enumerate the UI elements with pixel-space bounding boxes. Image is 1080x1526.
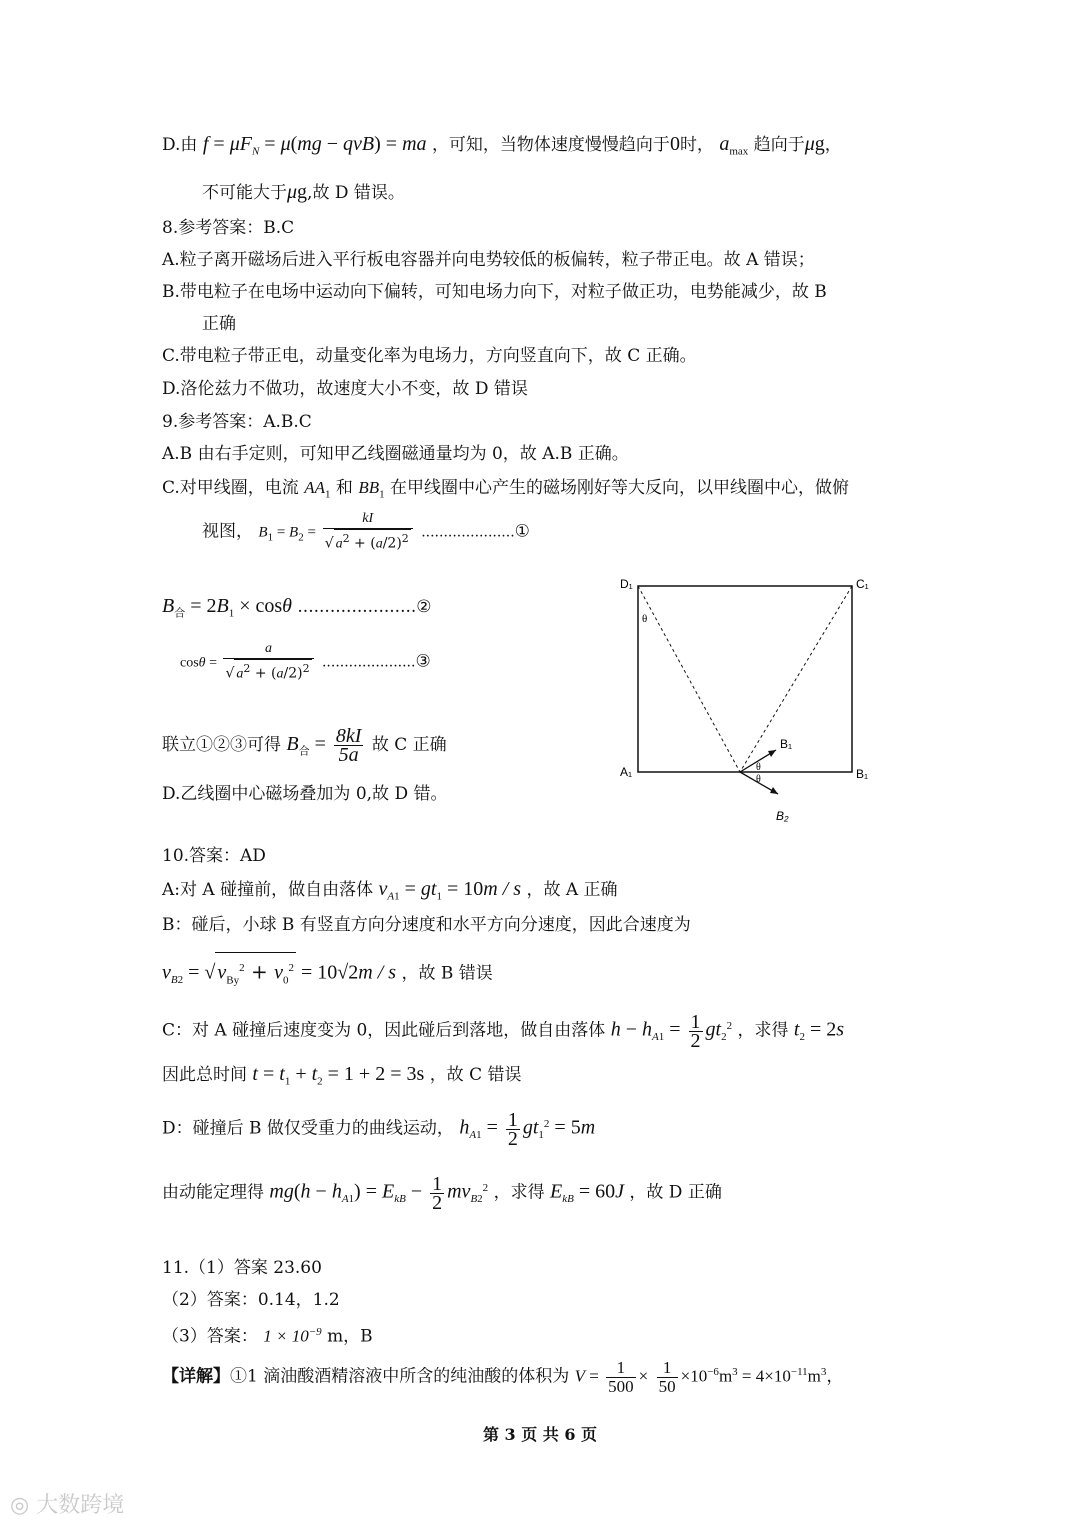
text: ,故 D 错误。 <box>307 183 405 203</box>
text: （3）答案： <box>162 1326 258 1347</box>
formula: f <box>202 133 209 155</box>
text: 时， <box>679 135 714 155</box>
dashed-line-right <box>740 586 852 772</box>
label-d1: D₁ <box>620 577 633 591</box>
text: ，故 B 错误 <box>401 963 493 984</box>
q11-3: （3）答案： $1 \times 10^{-9}$ m，B <box>162 1326 373 1347</box>
q10-d: D：碰撞后 B 做仅受重力的曲线运动， $h_{A1}$ = $\frac{1}{2}$ $gt_1^2 = 5m$ <box>162 1108 596 1150</box>
text: 和 <box>335 478 353 498</box>
label-b1-corner: B₁ <box>856 767 869 781</box>
text: ，求得 <box>737 1020 789 1041</box>
text: C.对甲线圈，电流 <box>162 478 299 498</box>
formula: μ <box>287 181 298 203</box>
q9-c2: 视图， $B_1 = B_2$ = $\frac{kI}{√ a^2 + (a/2)^2}$ .....................① <box>202 511 530 552</box>
formula-fraction: $\frac{1}{2}$ <box>507 1108 518 1150</box>
q8-c: C.带电粒子带正电，动量变化率为电场力，方向竖直向下，故 C 正确。 <box>162 346 697 366</box>
marker-2: ② <box>416 597 432 617</box>
coil-diagram <box>608 570 878 835</box>
label-theta-2: θ <box>756 774 761 785</box>
text: ， <box>824 135 842 155</box>
text: m，B <box>327 1326 373 1347</box>
page-footer: 第 3 页 共 6 页 <box>482 1425 598 1444</box>
text: ，故 A 正确 <box>526 880 618 900</box>
text: 在甲线圈中心产生的磁场刚好等大反向，以甲线圈中心，做俯 <box>390 478 849 498</box>
label-a1: A₁ <box>620 765 633 779</box>
q10-c: C：对 A 碰撞后速度变为 0，因此碰后到落地，做自由落体 $h - h_{A1}$ = $\frac{1}{2}$ $gt_2^2$ ，求得 $t_2 = 2s$ <box>162 1010 845 1052</box>
text: 不可能大于 <box>202 183 287 203</box>
q9-c1: C.对甲线圈，电流 $AA_1$ 和 $BB_1$ 在甲线圈中心产生的磁场刚好等大反向，以甲线圈中心，做俯 <box>162 478 849 501</box>
label-b2-vector: B₂ <box>776 809 789 823</box>
q11-1: 11.（1）答案 23.60 <box>162 1258 322 1278</box>
text: 视图， <box>202 521 253 542</box>
text: 趋向于 <box>753 135 805 155</box>
text: ①1 滴油酸酒精溶液中所含的纯油酸的体积为 <box>230 1366 570 1387</box>
text: 联立①②③可得 <box>162 735 281 755</box>
q10-title: 10.答案：AD <box>162 846 266 866</box>
q10-e: 由动能定理得 $mg(h - h_{A1}) = E_{kB}$ − $\frac{1}{2}$ $mv_{B2}^2$ ，求得 $E_{kB} = 60J$ ，故 D 正确 <box>162 1172 722 1214</box>
text: D.由 <box>162 135 198 155</box>
text: ，故 C 错误 <box>429 1065 522 1085</box>
label-theta-1: θ <box>756 762 761 773</box>
formula-fraction: $\frac{1}{2}$ <box>690 1010 701 1052</box>
q9-title: 9.参考答案：A.B.C <box>162 412 312 432</box>
label-theta-top: θ <box>642 613 648 625</box>
formula-fraction: $\frac{kI}{√ a^2 + (a/2)^2}$ <box>323 510 413 554</box>
q8-a: A.粒子离开磁场后进入平行板电容器并向电势较低的板偏转，粒子带正电。故 A 错误； <box>162 250 815 270</box>
text: 由动能定理得 <box>162 1182 264 1203</box>
q9-join: 联立①②③可得 $B_合$ = $\frac{8kI}{5a}$ 故 C 正确 <box>162 725 447 766</box>
formula-fraction: $\frac{a}{√ a^2 + (a/2)^2}$ <box>223 640 313 684</box>
q10-a: A:对 A 碰撞前，做自由落体 $v_{A1} = gt_1 = 10m / s$ ，故 A 正确 <box>162 878 618 903</box>
square-frame <box>638 586 852 772</box>
text: D：碰撞后 B 做仅受重力的曲线运动， <box>162 1118 454 1139</box>
q9-ab: A.B 由右手定则，可知甲乙线圈磁通量均为 0，故 A.B 正确。 <box>162 444 629 464</box>
q11-2: （2）答案：0.14，1.2 <box>162 1290 340 1310</box>
q11-detail: 【详解】①1 滴油酸酒精溶液中所含的纯油酸的体积为 V = $\frac{1}{500}$ × $\frac{1}{50}$ $\times 10^{-6}m^3 = 4\times 10^{-11}m^3$， <box>162 1357 844 1396</box>
formula: a <box>719 133 730 155</box>
label-c1: C₁ <box>856 577 869 591</box>
detail-tag: 【详解】 <box>162 1366 230 1387</box>
q9-d: D.乙线圈中心磁场叠加为 0,故 D 错。 <box>162 784 448 804</box>
text: A:对 A 碰撞前，做自由落体 <box>162 880 374 900</box>
formula-fraction: $\frac{1}{2}$ <box>432 1172 443 1214</box>
q7-d-line: D.由 $f = \mu F_N = \mu(mg - qvB)$ = ma ，可知，当物体速度慢慢趋向于0时， $a_{max}$ 趋向于μg， <box>162 133 842 158</box>
label-b1-vector: B₁ <box>780 737 793 751</box>
q8-d: D.洛伦兹力不做功，故速度大小不变，故 D 错误 <box>162 379 528 399</box>
q10-time: 因此总时间 $t = t_1 + t_2 = 1 + 2 = 3s$ ，故 C 错误 <box>162 1063 522 1088</box>
formula-fraction: $\frac{8kI}{5a}$ <box>335 725 362 766</box>
text: 因此总时间 <box>162 1065 247 1085</box>
text: 故 C 正确 <box>371 735 447 755</box>
q10-b2: $v_{B2}$ = √ $v_{By}^2 + v_0^2 = 10√2m / s$ ，故 B 错误 <box>162 952 493 996</box>
text: ，可知，当物体速度慢慢趋向于 <box>431 135 670 155</box>
text: C：对 A 碰撞后速度变为 0，因此碰后到落地，做自由落体 <box>162 1020 606 1041</box>
watermark <box>10 1488 124 1519</box>
watermark-text: 大数跨境 <box>36 1493 125 1518</box>
marker-1: ① <box>514 521 530 542</box>
text: ，故 D 正确 <box>629 1182 722 1203</box>
formula: 0 <box>669 133 680 155</box>
q8-b2: 正确 <box>202 314 236 334</box>
q8-title: 8.参考答案：B.C <box>162 218 295 238</box>
watermark-logo-icon: ◎ <box>10 1493 30 1518</box>
q10-b: B：碰后，小球 B 有竖直方向分速度和水平方向分速度，因此合速度为 <box>162 915 691 935</box>
formula-fraction: $\frac{1}{50}$ <box>658 1357 676 1396</box>
q9-eq3: cosθ = $\frac{a}{√ a^2 + (a/2)^2}$ .....................③ <box>180 641 431 682</box>
q9-eq2: $B_合 = 2B_1 \times \cos\theta$ ......................② <box>162 595 432 620</box>
q8-b1: B.带电粒子在电场中运动向下偏转，可知电场力向下，对粒子做正功，电势能减少，故 B <box>162 282 827 302</box>
q7-d-line2: 不可能大于μg,故 D 错误。 <box>202 181 405 203</box>
marker-3: ③ <box>415 651 431 672</box>
dashed-line-left <box>638 586 740 772</box>
formula-fraction: $\frac{1}{500}$ <box>608 1357 634 1396</box>
text: ，求得 <box>493 1182 545 1203</box>
formula: μ <box>804 133 815 155</box>
